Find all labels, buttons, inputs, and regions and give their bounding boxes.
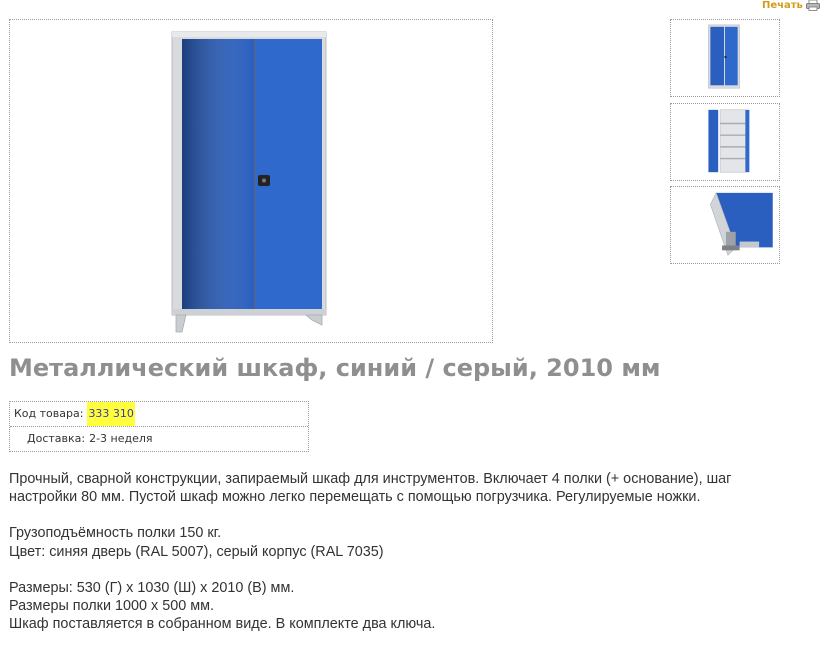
description-line: Размеры: 530 (Г) x 1030 (Ш) x 2010 (В) мм. bbox=[9, 579, 295, 596]
product-title: Металлический шкаф, синий / серый, 2010 мм bbox=[9, 354, 661, 382]
delivery-row bbox=[10, 426, 308, 451]
description-line: Прочный, сварной конструкции, запираемый шкаф для инструментов. Включает 4 полки (+ основание), шаг bbox=[9, 471, 732, 487]
description-line: Грузоподъёмность полки 150 кг. bbox=[9, 525, 222, 542]
delivery-value: 2-3 неделя bbox=[89, 432, 153, 445]
cabinet-foot-detail-thumbnail bbox=[671, 187, 779, 263]
thumbnail-cabinet-closed[interactable] bbox=[670, 19, 780, 97]
product-description bbox=[9, 470, 829, 633]
description-line: Размеры полки 1000 x 500 мм. bbox=[9, 598, 215, 615]
sku-row bbox=[10, 402, 308, 426]
product-info-box bbox=[9, 401, 309, 452]
description-line: настройки 80 мм. Пустой шкаф можно легко перемещать с помощью погрузчика. Регулируемые ножки. bbox=[9, 489, 701, 506]
cabinet-closed-image bbox=[10, 20, 492, 342]
description-line: Цвет: синяя дверь (RAL 5007), серый корпус (RAL 7035) bbox=[9, 543, 384, 560]
sku-label: Код товара: bbox=[14, 407, 84, 420]
printer-icon bbox=[806, 0, 820, 11]
print-link[interactable] bbox=[762, 0, 820, 11]
description-line: Шкаф поставляется в собранном виде. В комплекте два ключа. bbox=[9, 616, 436, 633]
sku-value: 333 310 bbox=[87, 402, 135, 426]
main-product-image[interactable] bbox=[9, 19, 493, 343]
cabinet-open-shelves-thumbnail bbox=[671, 104, 779, 180]
print-label: Печать bbox=[762, 0, 803, 11]
thumbnail-cabinet-open[interactable] bbox=[670, 103, 780, 181]
thumbnail-cabinet-foot[interactable] bbox=[670, 186, 780, 264]
cabinet-closed-thumbnail bbox=[671, 20, 779, 96]
delivery-label: Доставка: bbox=[27, 432, 86, 445]
